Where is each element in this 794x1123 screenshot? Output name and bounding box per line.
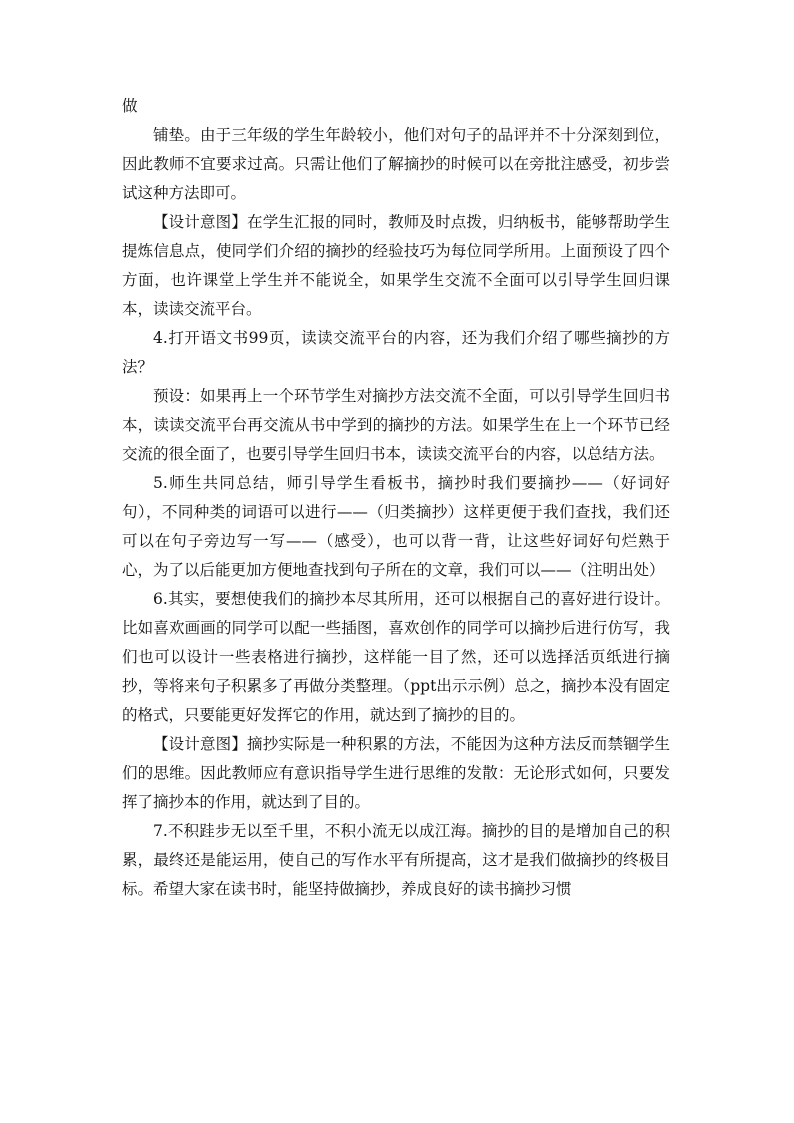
paragraph-preset: 预设：如果再上一个环节学生对摘抄方法交流不全面，可以引导学生回归书本，读读交流平台再交流从书中学到的摘抄的方法。如果学生在上一个环节已经交流的很全面了，也要引导学生回归书本，读读交流平台的内容，以总结方法。	[122, 387, 670, 463]
paragraph-step-7: 7.不积跬步无以至千里，不积小流无以成江海。摘抄的目的是增加自己的积累，最终还是能运用，使自己的写作水平有所提高，这才是我们做摘抄的终极目标。希望大家在读书时，能坚持做摘抄，养成良好的读书摘抄习惯	[122, 822, 670, 898]
paragraph-continuation: 做	[122, 97, 138, 115]
paragraph-design-intent-1: 【设计意图】在学生汇报的同时，教师及时点拨，归纳板书，能够帮助学生提炼信息点，使同学们介绍的摘抄的经验技巧为每位同学所用。上面预设了四个方面，也许课堂上学生并不能说全，如果学生交流不全面可以引导学生回归课本，读读交流平台。	[122, 213, 670, 318]
paragraph-design-intent-2: 【设计意图】摘抄实际是一种积累的方法，不能因为这种方法反而禁锢学生们的思维。因此教师应有意识指导学生进行思维的发散：无论形式如何，只要发挥了摘抄本的作用，就达到了目的。	[122, 735, 670, 811]
document-body	[122, 92, 670, 904]
paragraph-groundwork: 铺垫。由于三年级的学生年龄较小，他们对句子的品评并不十分深刻到位，因此教师不宜要求过高。只需让他们了解摘抄的时候可以在旁批注感受，初步尝试这种方法即可。	[122, 126, 670, 202]
paragraph-step-4: 4.打开语文书99页，读读交流平台的内容，还为我们介绍了哪些摘抄的方法？	[122, 329, 670, 376]
paragraph-step-6: 6.其实，要想使我们的摘抄本尽其所用，还可以根据自己的喜好进行设计。比如喜欢画画的同学可以配一些插图，喜欢创作的同学可以摘抄后进行仿写，我们也可以设计一些表格进行摘抄，这样能一目了然，还可以选择活页纸进行摘抄，等将来句子积累多了再做分类整理。（ppt出示示例）总之，摘抄本没有固定的格式，只要能更好发挥它的作用，就达到了摘抄的目的。	[122, 590, 670, 724]
paragraph-step-5: 5.师生共同总结，师引导学生看板书，摘抄时我们要摘抄——（好词好句），不同种类的词语可以进行——（归类摘抄）这样更便于我们查找，我们还可以在句子旁边写一写——（感受），也可以背一背，让这些好词好句烂熟于心，为了以后能更加方便地查找到句子所在的文章，我们可以——（注明出处）	[122, 474, 670, 579]
